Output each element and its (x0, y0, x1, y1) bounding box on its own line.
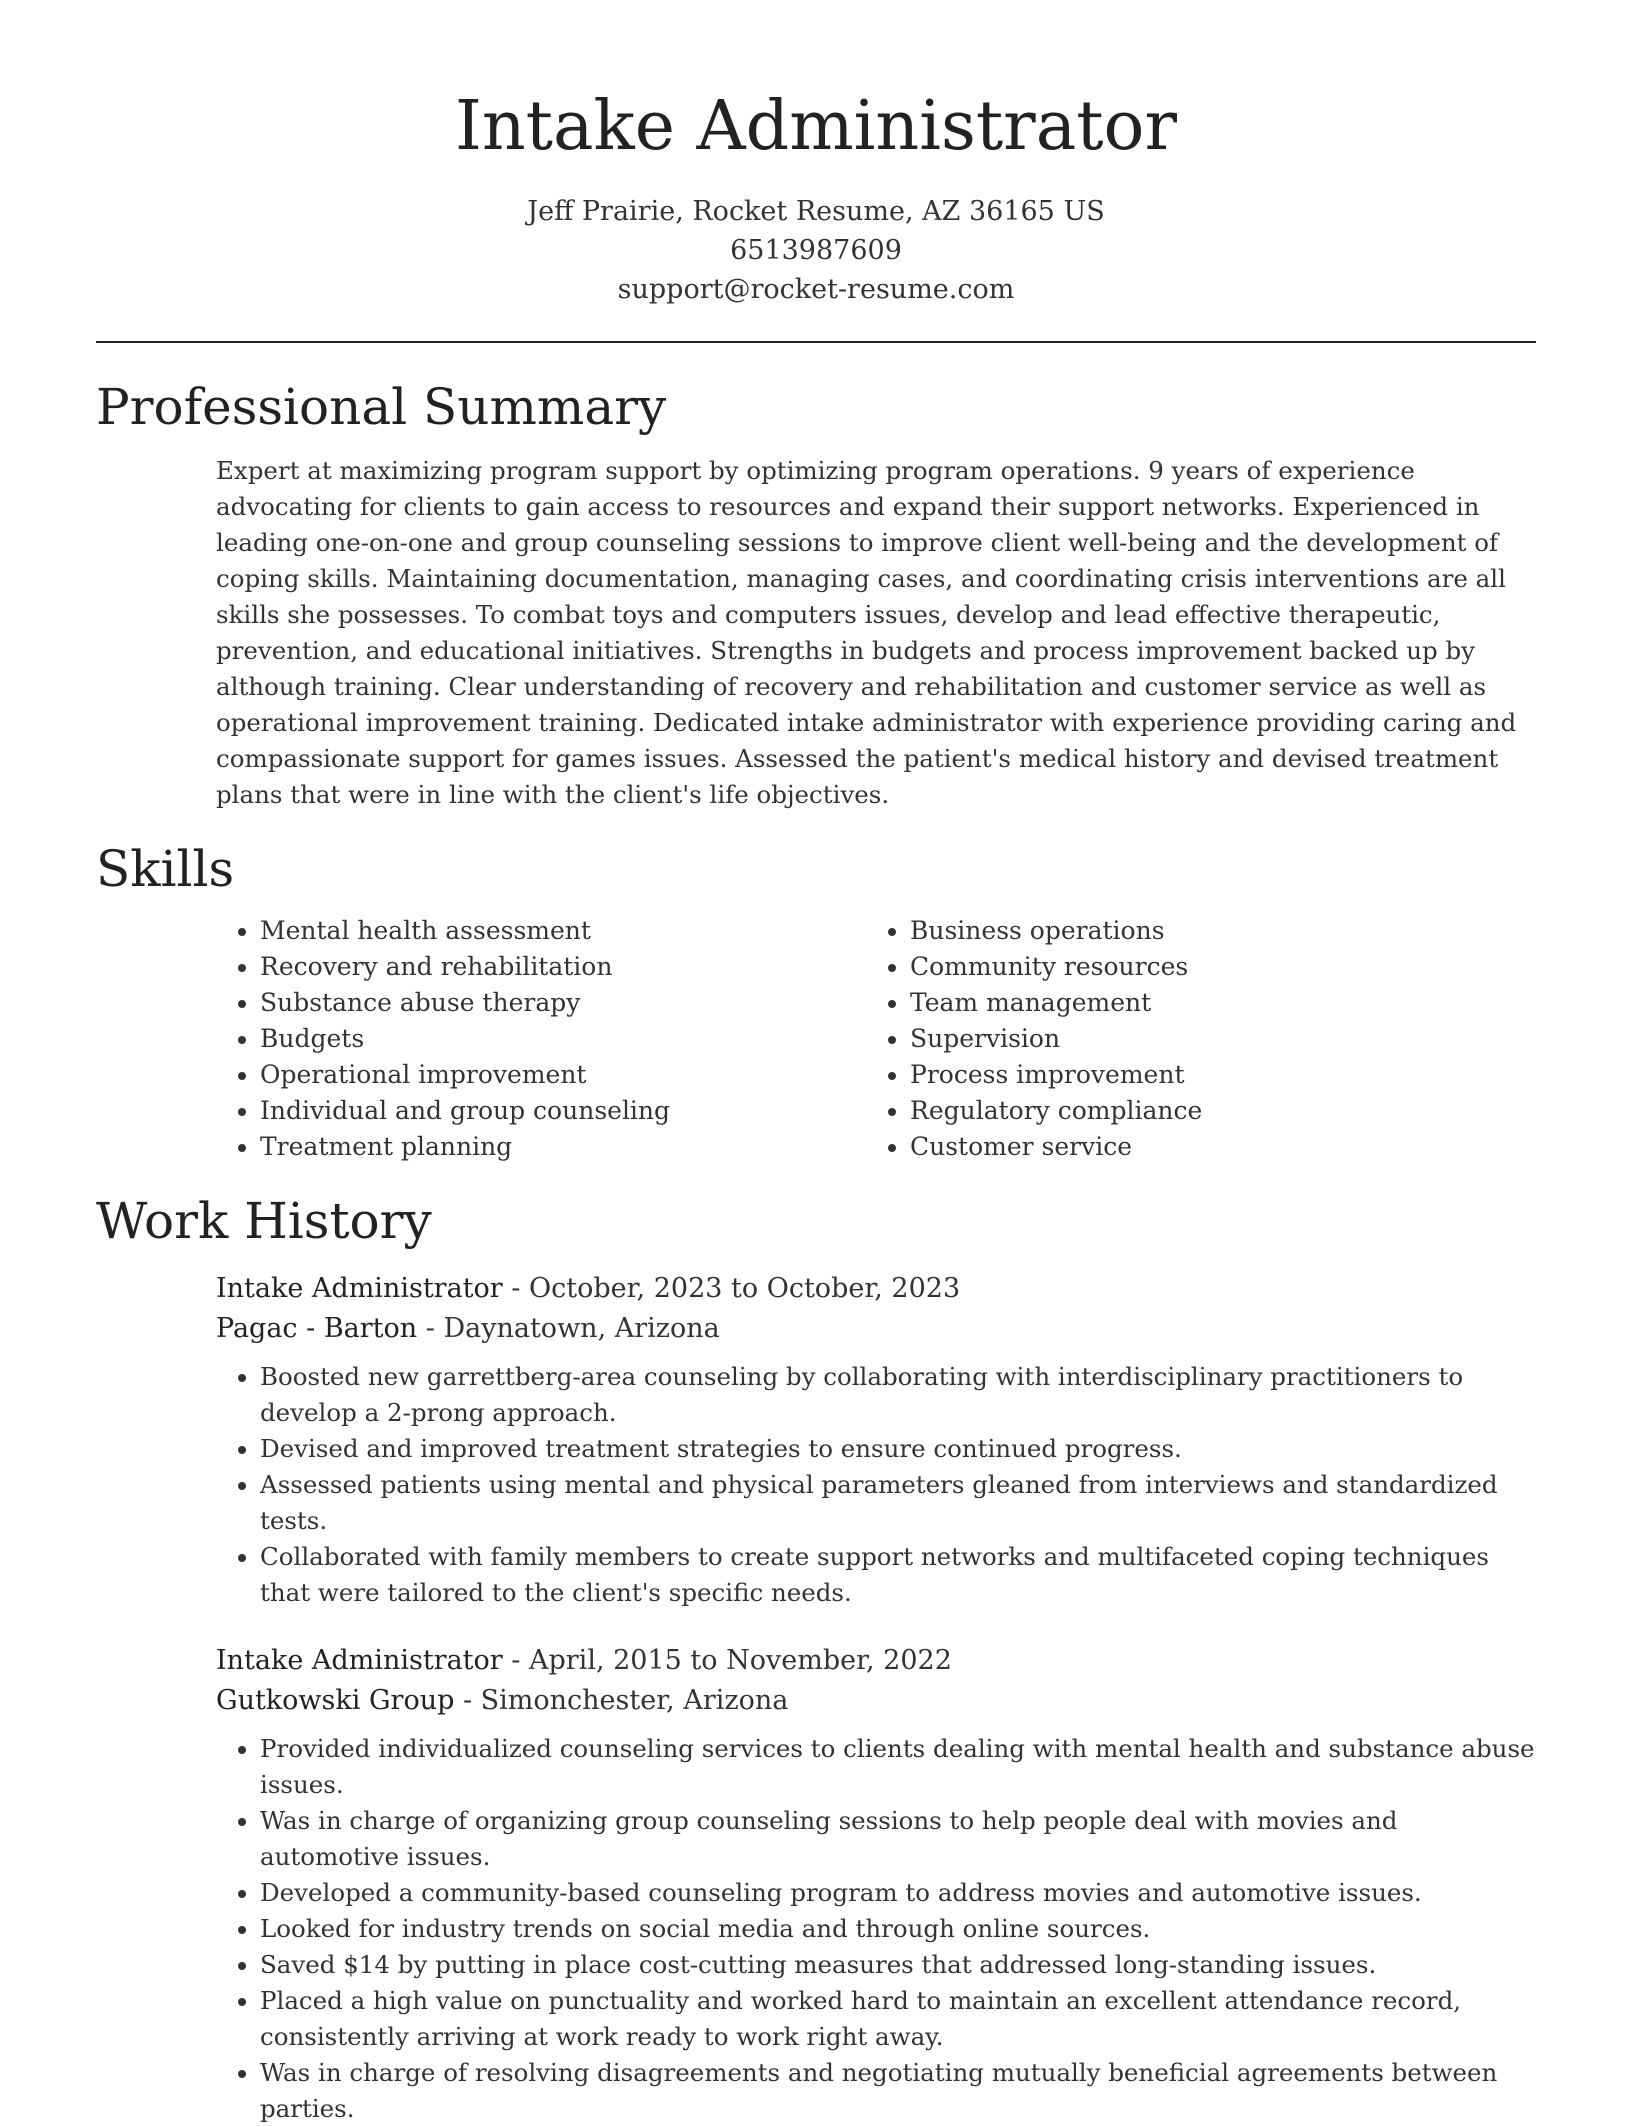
skill-item: • Business operations (910, 913, 1516, 949)
skills-list (216, 913, 1536, 1165)
summary-text: Expert at maximizing program support by optimizing program operations. 9 years of experience advocating for clients to gain access to resources and expand their support networks. Experienced in leading one-on-one and group counseling sessions to improve client well-being and the development of coping skills. Maintaining documentation, managing cases, and coordinating crisis interventions are all skills she possesses. To combat toys and computers issues, develop and lead effective therapeutic, prevention, and educational initiatives. Strengths in budgets and process improvement backed up by although training. Clear understanding of recovery and rehabilitation and customer service as well as operational improvement training. Dedicated intake administrator with experience providing caring and compassionate support for games issues. Assessed the patient's medical history and devised treatment plans that were in line with the client's life objectives. (216, 456, 1517, 809)
job-bullet: • Provided individualized counseling services to clients dealing with mental health and substance abuse issues. (260, 1731, 1536, 1803)
job-bullet: • Boosted new garrettberg-area counseling by collaborating with interdisciplinary practitioners to develop a 2-prong approach. (260, 1359, 1536, 1431)
job-title: Intake Administrator (216, 1273, 503, 1304)
job-entry (216, 1641, 1536, 2127)
skill-item: • Recovery and rehabilitation (260, 949, 866, 985)
skill-item: • Team management (910, 985, 1516, 1021)
skill-item: • Supervision (910, 1021, 1516, 1057)
skill-item: • Regulatory compliance (910, 1093, 1516, 1129)
skill-item: • Treatment planning (260, 1129, 866, 1165)
skills-heading: Skills (96, 840, 235, 898)
job-title-line (216, 1641, 1536, 1681)
skills-column-left (216, 913, 866, 1165)
job-company: Pagac - Barton (216, 1313, 418, 1344)
job-dates: - April, 2015 to November, 2022 (502, 1645, 952, 1676)
job-bullets (216, 1359, 1536, 1611)
job-bullet: • Was in charge of resolving disagreements and negotiating mutually beneficial agreements between parties. (260, 2055, 1536, 2127)
job-bullet: • Looked for industry trends on social media and through online sources. (260, 1911, 1536, 1947)
skill-item: • Process improvement (910, 1057, 1516, 1093)
skill-item: • Budgets (260, 1021, 866, 1057)
skill-item: • Individual and group counseling (260, 1093, 866, 1129)
job-bullet: • Collaborated with family members to create support networks and multifaceted coping techniques that were tailored to the client's specific needs. (260, 1539, 1536, 1611)
job-location: - Simonchester, Arizona (454, 1685, 789, 1716)
job-dates: - October, 2023 to October, 2023 (502, 1273, 961, 1304)
job-company-line (216, 1309, 1536, 1349)
job-company-line (216, 1681, 1536, 1721)
skill-item: • Operational improvement (260, 1057, 866, 1093)
contact-address: Jeff Prairie, Rocket Resume, AZ 36165 US (527, 196, 1105, 227)
contact-phone: 6513987609 (730, 235, 902, 266)
job-title-line (216, 1269, 1536, 1309)
candidate-title: Intake Administrator (454, 87, 1178, 166)
job-bullet: • Was in charge of organizing group counseling sessions to help people deal with movies and automotive issues. (260, 1803, 1536, 1875)
job-bullet: • Assessed patients using mental and physical parameters gleaned from interviews and standardized tests. (260, 1467, 1536, 1539)
skill-item: • Substance abuse therapy (260, 985, 866, 1021)
job-title: Intake Administrator (216, 1645, 503, 1676)
skills-column-right (866, 913, 1516, 1165)
work-history-heading: Work History (96, 1192, 432, 1250)
resume-header (96, 0, 1536, 309)
summary-heading: Professional Summary (96, 378, 667, 436)
job-entry (216, 1269, 1536, 1611)
header-divider (96, 341, 1536, 343)
skill-item: • Community resources (910, 949, 1516, 985)
skill-item: • Customer service (910, 1129, 1516, 1165)
job-bullet: • Developed a community-based counseling program to address movies and automotive issues. (260, 1875, 1536, 1911)
job-company: Gutkowski Group (216, 1685, 455, 1716)
contact-email: support@rocket-resume.com (617, 274, 1015, 305)
job-bullet: • Devised and improved treatment strategies to ensure continued progress. (260, 1431, 1536, 1467)
skill-item: • Mental health assessment (260, 913, 866, 949)
job-location: - Daynatown, Arizona (417, 1313, 720, 1344)
job-bullet: • Saved $14 by putting in place cost-cutting measures that addressed long-standing issues. (260, 1947, 1536, 1983)
job-bullet: • Placed a high value on punctuality and worked hard to maintain an excellent attendance record, consistently arriving at work ready to work right away. (260, 1983, 1536, 2055)
job-bullets (216, 1731, 1536, 2127)
